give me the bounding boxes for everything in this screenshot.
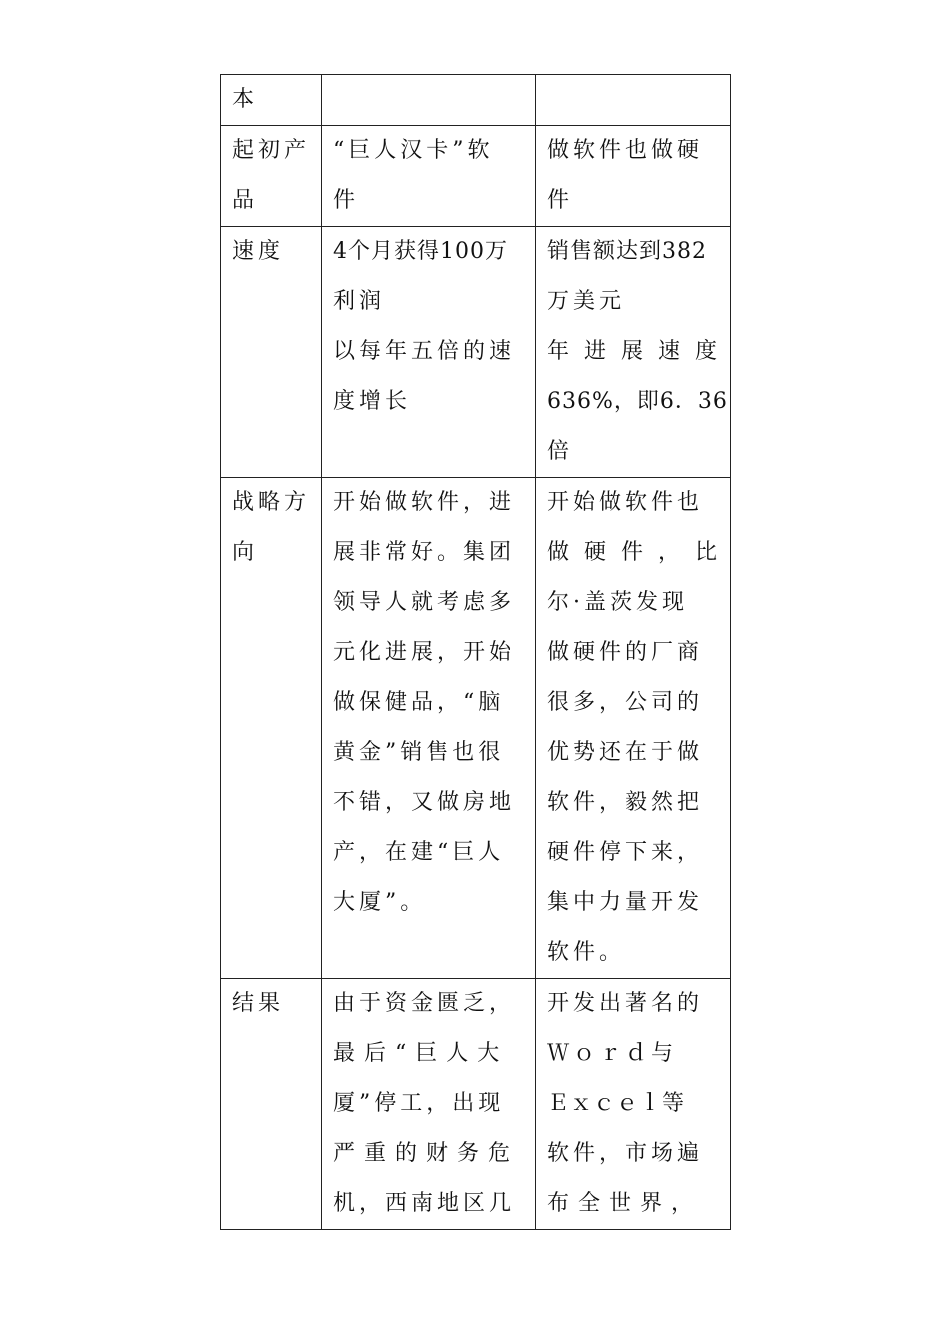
cell-line: 636%，即6．36 — [547, 389, 728, 414]
row-label-cell — [221, 75, 322, 126]
cell-line: 展非常好。集团 — [333, 540, 516, 565]
cell-line: 以每年五倍的速 — [333, 339, 516, 364]
cell-line: Ｅｘｃｅｌ等 — [547, 1091, 686, 1116]
cell-line: Ｗｏｒｄ与 — [547, 1041, 678, 1066]
cell-line: 黄金”销售也很 — [333, 740, 505, 765]
cell-line: 最 后 “ 巨 人 大 — [333, 1041, 501, 1066]
cell-line: 做 硬 件 ， 比 — [547, 540, 721, 565]
cell-line: 起初产 — [232, 138, 311, 163]
cell-line: 开发出著名的 — [547, 991, 704, 1016]
cell-line: 优势还在于做 — [547, 740, 704, 765]
table-row — [221, 478, 731, 979]
comparison-table — [220, 74, 731, 1230]
cell-line: 很多，公司的 — [547, 690, 704, 715]
cell-line: 软件。 — [547, 940, 626, 965]
cell-line: 机，西南地区几 — [333, 1191, 516, 1216]
cell-line: 严 重 的 财 务 危 — [333, 1141, 511, 1166]
table-row — [221, 979, 731, 1230]
cell-line: 布 全 世 界 ， — [547, 1191, 694, 1216]
cell-line: 向 — [232, 540, 259, 565]
row-label-cell — [221, 478, 322, 979]
cell-line: “巨人汉卡”软 — [333, 138, 494, 163]
cell-line: 硬件停下来， — [547, 840, 704, 865]
cell-line: 件 — [333, 188, 360, 213]
cell-line: 元化进展，开始 — [333, 640, 516, 665]
row-label-cell — [221, 227, 322, 478]
cell-line: 尔·盖茨发现 — [547, 590, 688, 615]
microsoft-cell — [536, 227, 731, 478]
cell-line: 品 — [232, 188, 259, 213]
cell-line: 厦”停工，出现 — [333, 1091, 505, 1116]
cell-line: 做保健品，“脑 — [333, 690, 505, 715]
row-label-cell — [221, 979, 322, 1230]
cell-line: 开始做软件，进 — [333, 490, 516, 515]
microsoft-cell — [536, 478, 731, 979]
cell-line: 集中力量开发 — [547, 890, 704, 915]
giant-cell — [322, 979, 536, 1230]
cell-line: 做硬件的厂商 — [547, 640, 704, 665]
cell-line: 做软件也做硬 — [547, 138, 704, 163]
microsoft-cell — [536, 979, 731, 1230]
cell-line: 利润 — [333, 289, 386, 314]
cell-line: 倍 — [547, 439, 574, 464]
microsoft-cell — [536, 75, 731, 126]
cell-line: 产，在建“巨人 — [333, 840, 505, 865]
cell-line: 开始做软件也 — [547, 490, 704, 515]
cell-line: 万美元 — [547, 289, 626, 314]
cell-line: 速度 — [232, 239, 285, 264]
cell-line: 战略方 — [232, 490, 311, 515]
microsoft-cell — [536, 126, 731, 227]
cell-line: 领导人就考虑多 — [333, 590, 516, 615]
row-label-cell — [221, 126, 322, 227]
table-row — [221, 227, 731, 478]
cell-line: 4个月获得100万 — [333, 239, 508, 264]
cell-line: 大厦”。 — [333, 890, 427, 915]
cell-line: 本 — [232, 87, 259, 112]
cell-line: 不错，又做房地 — [333, 790, 516, 815]
cell-line: 件 — [547, 188, 574, 213]
cell-line: 年 进 展 速 度 — [547, 339, 721, 364]
table-row — [221, 75, 731, 126]
cell-line: 度增长 — [333, 389, 412, 414]
table-row — [221, 126, 731, 227]
cell-line: 由于资金匮乏， — [333, 991, 516, 1016]
giant-cell — [322, 75, 536, 126]
cell-line: 结果 — [232, 991, 285, 1016]
cell-line: 销售额达到382 — [547, 239, 707, 264]
giant-cell — [322, 478, 536, 979]
cell-line: 软件，市场遍 — [547, 1141, 704, 1166]
giant-cell — [322, 126, 536, 227]
cell-line: 软件，毅然把 — [547, 790, 704, 815]
giant-cell — [322, 227, 536, 478]
